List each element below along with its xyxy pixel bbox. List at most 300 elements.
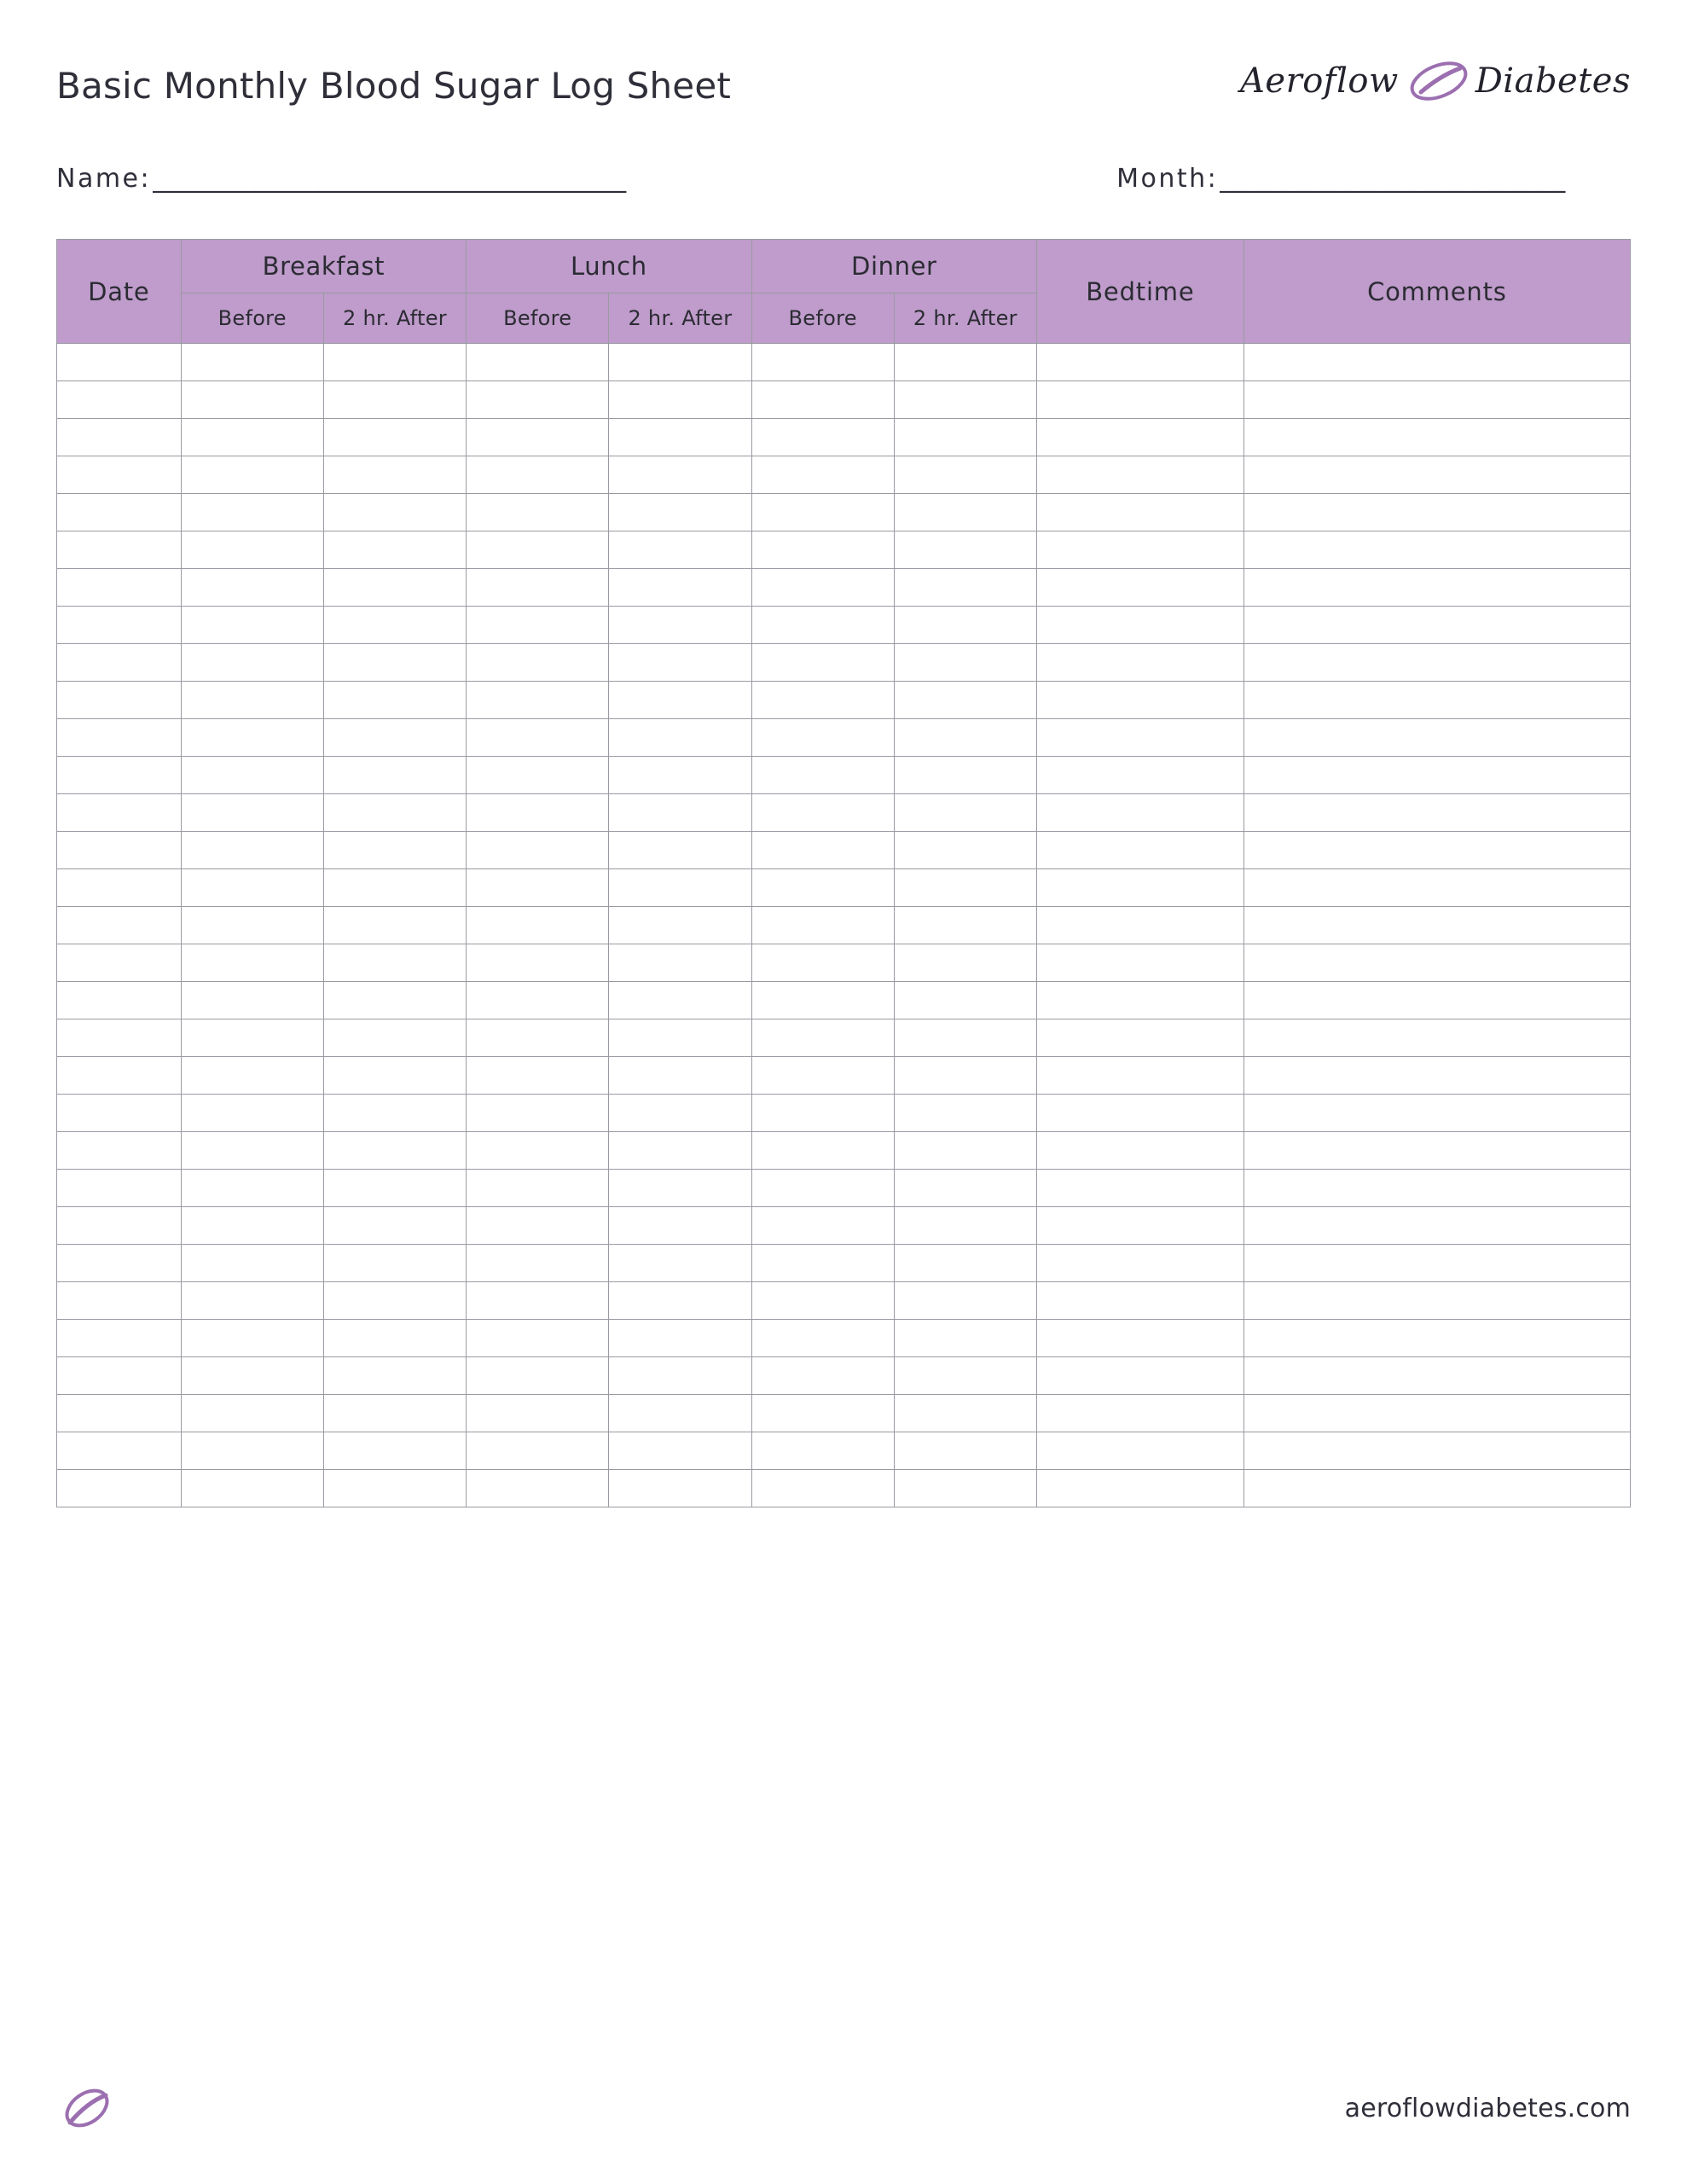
cell-dinner-before[interactable] — [751, 569, 894, 607]
cell-dinner-after[interactable] — [894, 569, 1036, 607]
cell-bedtime[interactable] — [1037, 869, 1244, 907]
table-row — [57, 832, 1631, 869]
cell-bedtime[interactable] — [1037, 719, 1244, 757]
cell-comments[interactable] — [1244, 869, 1630, 907]
cell-comments[interactable] — [1244, 682, 1630, 719]
cell-lunch-before[interactable] — [467, 531, 609, 569]
cell-comments[interactable] — [1244, 1357, 1630, 1395]
cell-comments[interactable] — [1244, 1282, 1630, 1320]
cell-comments[interactable] — [1244, 719, 1630, 757]
cell-bedtime[interactable] — [1037, 1320, 1244, 1357]
cell-dinner-before[interactable] — [751, 794, 894, 832]
cell-bedtime[interactable] — [1037, 381, 1244, 419]
table-row — [57, 644, 1631, 682]
cell-lunch-before[interactable] — [467, 569, 609, 607]
cell-breakfast-before[interactable] — [181, 1357, 323, 1395]
subheader-lunch-after: 2 hr. After — [609, 293, 751, 344]
cell-breakfast-before[interactable] — [181, 494, 323, 531]
cell-comments[interactable] — [1244, 1207, 1630, 1245]
cell-breakfast-after[interactable] — [323, 982, 466, 1019]
cell-comments[interactable] — [1244, 419, 1630, 456]
cell-lunch-after[interactable] — [609, 944, 751, 982]
cell-bedtime[interactable] — [1037, 1170, 1244, 1207]
cell-breakfast-before[interactable] — [181, 1432, 323, 1470]
cell-bedtime[interactable] — [1037, 1357, 1244, 1395]
cell-breakfast-after[interactable] — [323, 456, 466, 494]
cell-bedtime[interactable] — [1037, 494, 1244, 531]
cell-breakfast-after[interactable] — [323, 1320, 466, 1357]
subheader-lunch-before: Before — [467, 293, 609, 344]
cell-dinner-after[interactable] — [894, 344, 1036, 381]
cell-breakfast-before[interactable] — [181, 419, 323, 456]
cell-comments[interactable] — [1244, 569, 1630, 607]
cell-lunch-after[interactable] — [609, 1170, 751, 1207]
cell-lunch-before[interactable] — [467, 456, 609, 494]
cell-comments[interactable] — [1244, 344, 1630, 381]
cell-lunch-after[interactable] — [609, 907, 751, 944]
cell-date[interactable] — [57, 757, 182, 794]
cell-bedtime[interactable] — [1037, 944, 1244, 982]
cell-dinner-before[interactable] — [751, 1057, 894, 1095]
cell-breakfast-before[interactable] — [181, 644, 323, 682]
cell-bedtime[interactable] — [1037, 1395, 1244, 1432]
cell-bedtime[interactable] — [1037, 419, 1244, 456]
cell-dinner-after[interactable] — [894, 1095, 1036, 1132]
cell-bedtime[interactable] — [1037, 644, 1244, 682]
cell-bedtime[interactable] — [1037, 1282, 1244, 1320]
cell-lunch-after[interactable] — [609, 682, 751, 719]
cell-lunch-before[interactable] — [467, 1432, 609, 1470]
cell-date[interactable] — [57, 1395, 182, 1432]
cell-date[interactable] — [57, 1057, 182, 1095]
cell-breakfast-after[interactable] — [323, 682, 466, 719]
table-row — [57, 344, 1631, 381]
cell-breakfast-after[interactable] — [323, 1170, 466, 1207]
cell-date[interactable] — [57, 1357, 182, 1395]
cell-breakfast-after[interactable] — [323, 344, 466, 381]
cell-lunch-after[interactable] — [609, 832, 751, 869]
cell-date[interactable] — [57, 1282, 182, 1320]
cell-lunch-before[interactable] — [467, 1095, 609, 1132]
cell-breakfast-before[interactable] — [181, 832, 323, 869]
cell-breakfast-before[interactable] — [181, 456, 323, 494]
cell-date[interactable] — [57, 1095, 182, 1132]
cell-comments[interactable] — [1244, 607, 1630, 644]
cell-lunch-before[interactable] — [467, 682, 609, 719]
cell-breakfast-before[interactable] — [181, 1132, 323, 1170]
cell-dinner-after[interactable] — [894, 757, 1036, 794]
cell-breakfast-after[interactable] — [323, 794, 466, 832]
cell-lunch-after[interactable] — [609, 607, 751, 644]
table-row — [57, 456, 1631, 494]
cell-dinner-before[interactable] — [751, 1282, 894, 1320]
cell-breakfast-after[interactable] — [323, 607, 466, 644]
cell-dinner-before[interactable] — [751, 1245, 894, 1282]
cell-date[interactable] — [57, 1245, 182, 1282]
cell-dinner-before[interactable] — [751, 1207, 894, 1245]
cell-dinner-before[interactable] — [751, 1132, 894, 1170]
cell-date[interactable] — [57, 944, 182, 982]
cell-breakfast-after[interactable] — [323, 381, 466, 419]
cell-lunch-before[interactable] — [467, 869, 609, 907]
cell-breakfast-before[interactable] — [181, 869, 323, 907]
table-row — [57, 1395, 1631, 1432]
cell-dinner-after[interactable] — [894, 1170, 1036, 1207]
cell-date[interactable] — [57, 1019, 182, 1057]
cell-breakfast-before[interactable] — [181, 682, 323, 719]
cell-dinner-after[interactable] — [894, 682, 1036, 719]
column-header-breakfast: Breakfast — [181, 240, 466, 293]
month-input-line[interactable]: ___________________________ — [1220, 164, 1566, 194]
cell-lunch-after[interactable] — [609, 1357, 751, 1395]
cell-lunch-after[interactable] — [609, 982, 751, 1019]
cell-bedtime[interactable] — [1037, 832, 1244, 869]
cell-bedtime[interactable] — [1037, 1095, 1244, 1132]
cell-dinner-after[interactable] — [894, 907, 1036, 944]
cell-date[interactable] — [57, 494, 182, 531]
cell-lunch-after[interactable] — [609, 1470, 751, 1507]
cell-dinner-before[interactable] — [751, 719, 894, 757]
cell-bedtime[interactable] — [1037, 531, 1244, 569]
cell-breakfast-before[interactable] — [181, 1320, 323, 1357]
cell-date[interactable] — [57, 794, 182, 832]
cell-dinner-after[interactable] — [894, 794, 1036, 832]
cell-breakfast-before[interactable] — [181, 607, 323, 644]
cell-breakfast-before[interactable] — [181, 1057, 323, 1095]
cell-breakfast-before[interactable] — [181, 531, 323, 569]
cell-date[interactable] — [57, 1470, 182, 1507]
cell-comments[interactable] — [1244, 381, 1630, 419]
cell-bedtime[interactable] — [1037, 607, 1244, 644]
cell-lunch-after[interactable] — [609, 1282, 751, 1320]
cell-breakfast-after[interactable] — [323, 531, 466, 569]
cell-dinner-before[interactable] — [751, 644, 894, 682]
cell-lunch-before[interactable] — [467, 1132, 609, 1170]
cell-dinner-before[interactable] — [751, 344, 894, 381]
cell-dinner-before[interactable] — [751, 607, 894, 644]
cell-lunch-after[interactable] — [609, 719, 751, 757]
cell-dinner-before[interactable] — [751, 1170, 894, 1207]
cell-lunch-before[interactable] — [467, 794, 609, 832]
cell-breakfast-before[interactable] — [181, 907, 323, 944]
cell-lunch-after[interactable] — [609, 531, 751, 569]
cell-lunch-before[interactable] — [467, 1170, 609, 1207]
cell-date[interactable] — [57, 1432, 182, 1470]
cell-bedtime[interactable] — [1037, 1207, 1244, 1245]
cell-dinner-before[interactable] — [751, 907, 894, 944]
cell-comments[interactable] — [1244, 1132, 1630, 1170]
cell-lunch-before[interactable] — [467, 494, 609, 531]
cell-lunch-before[interactable] — [467, 344, 609, 381]
cell-lunch-before[interactable] — [467, 419, 609, 456]
column-header-comments: Comments — [1244, 240, 1630, 344]
cell-date[interactable] — [57, 381, 182, 419]
cell-bedtime[interactable] — [1037, 344, 1244, 381]
cell-comments[interactable] — [1244, 757, 1630, 794]
cell-breakfast-before[interactable] — [181, 944, 323, 982]
month-field[interactable] — [1116, 164, 1595, 194]
blood-sugar-log-table — [56, 239, 1631, 1507]
cell-breakfast-before[interactable] — [181, 1282, 323, 1320]
cell-comments[interactable] — [1244, 982, 1630, 1019]
cell-breakfast-after[interactable] — [323, 944, 466, 982]
cell-breakfast-after[interactable] — [323, 1432, 466, 1470]
cell-breakfast-after[interactable] — [323, 832, 466, 869]
cell-bedtime[interactable] — [1037, 456, 1244, 494]
cell-date[interactable] — [57, 682, 182, 719]
cell-lunch-before[interactable] — [467, 982, 609, 1019]
cell-breakfast-after[interactable] — [323, 419, 466, 456]
cell-date[interactable] — [57, 719, 182, 757]
cell-comments[interactable] — [1244, 832, 1630, 869]
cell-date[interactable] — [57, 607, 182, 644]
cell-breakfast-before[interactable] — [181, 1207, 323, 1245]
cell-dinner-before[interactable] — [751, 1019, 894, 1057]
cell-lunch-after[interactable] — [609, 757, 751, 794]
table-row — [57, 1170, 1631, 1207]
cell-breakfast-before[interactable] — [181, 1245, 323, 1282]
cell-lunch-after[interactable] — [609, 1207, 751, 1245]
cell-breakfast-before[interactable] — [181, 1395, 323, 1432]
cell-breakfast-before[interactable] — [181, 719, 323, 757]
table-row — [57, 1470, 1631, 1507]
cell-lunch-before[interactable] — [467, 1282, 609, 1320]
cell-lunch-before[interactable] — [467, 381, 609, 419]
cell-dinner-before[interactable] — [751, 381, 894, 419]
subheader-breakfast-after: 2 hr. After — [323, 293, 466, 344]
cell-bedtime[interactable] — [1037, 1432, 1244, 1470]
cell-comments[interactable] — [1244, 1395, 1630, 1432]
cell-dinner-after[interactable] — [894, 644, 1036, 682]
cell-date[interactable] — [57, 531, 182, 569]
cell-comments[interactable] — [1244, 1019, 1630, 1057]
cell-lunch-before[interactable] — [467, 944, 609, 982]
cell-comments[interactable] — [1244, 944, 1630, 982]
cell-comments[interactable] — [1244, 531, 1630, 569]
cell-bedtime[interactable] — [1037, 1057, 1244, 1095]
cell-breakfast-before[interactable] — [181, 344, 323, 381]
cell-comments[interactable] — [1244, 794, 1630, 832]
cell-lunch-after[interactable] — [609, 1019, 751, 1057]
cell-lunch-after[interactable] — [609, 1132, 751, 1170]
cell-dinner-after[interactable] — [894, 494, 1036, 531]
cell-breakfast-after[interactable] — [323, 1470, 466, 1507]
column-header-lunch: Lunch — [467, 240, 751, 293]
table-row — [57, 1207, 1631, 1245]
cell-date[interactable] — [57, 1320, 182, 1357]
cell-dinner-after[interactable] — [894, 456, 1036, 494]
cell-breakfast-before[interactable] — [181, 757, 323, 794]
cell-dinner-before[interactable] — [751, 944, 894, 982]
cell-lunch-after[interactable] — [609, 456, 751, 494]
cell-bedtime[interactable] — [1037, 1470, 1244, 1507]
name-field[interactable] — [56, 164, 699, 194]
cell-date[interactable] — [57, 419, 182, 456]
cell-breakfast-before[interactable] — [181, 1095, 323, 1132]
cell-dinner-before[interactable] — [751, 419, 894, 456]
cell-dinner-before[interactable] — [751, 1095, 894, 1132]
cell-bedtime[interactable] — [1037, 682, 1244, 719]
cell-date[interactable] — [57, 869, 182, 907]
cell-dinner-before[interactable] — [751, 1395, 894, 1432]
cell-bedtime[interactable] — [1037, 907, 1244, 944]
cell-dinner-before[interactable] — [751, 682, 894, 719]
cell-breakfast-after[interactable] — [323, 1132, 466, 1170]
cell-lunch-after[interactable] — [609, 419, 751, 456]
cell-lunch-before[interactable] — [467, 644, 609, 682]
cell-dinner-after[interactable] — [894, 1282, 1036, 1320]
cell-date[interactable] — [57, 456, 182, 494]
cell-lunch-before[interactable] — [467, 1245, 609, 1282]
cell-dinner-after[interactable] — [894, 719, 1036, 757]
cell-date[interactable] — [57, 569, 182, 607]
cell-breakfast-after[interactable] — [323, 644, 466, 682]
cell-dinner-after[interactable] — [894, 1320, 1036, 1357]
cell-breakfast-after[interactable] — [323, 494, 466, 531]
cell-breakfast-before[interactable] — [181, 1170, 323, 1207]
cell-breakfast-after[interactable] — [323, 869, 466, 907]
cell-breakfast-after[interactable] — [323, 569, 466, 607]
cell-lunch-after[interactable] — [609, 1057, 751, 1095]
cell-dinner-after[interactable] — [894, 869, 1036, 907]
cell-breakfast-after[interactable] — [323, 1019, 466, 1057]
cell-comments[interactable] — [1244, 1170, 1630, 1207]
cell-date[interactable] — [57, 1207, 182, 1245]
cell-dinner-before[interactable] — [751, 456, 894, 494]
cell-date[interactable] — [57, 1132, 182, 1170]
cell-dinner-after[interactable] — [894, 1395, 1036, 1432]
brand-logo — [1240, 58, 1631, 104]
cell-breakfast-before[interactable] — [181, 569, 323, 607]
cell-breakfast-before[interactable] — [181, 381, 323, 419]
cell-bedtime[interactable] — [1037, 569, 1244, 607]
cell-lunch-after[interactable] — [609, 569, 751, 607]
cell-bedtime[interactable] — [1037, 794, 1244, 832]
cell-comments[interactable] — [1244, 494, 1630, 531]
cell-dinner-after[interactable] — [894, 944, 1036, 982]
cell-lunch-after[interactable] — [609, 869, 751, 907]
cell-comments[interactable] — [1244, 456, 1630, 494]
cell-dinner-before[interactable] — [751, 1357, 894, 1395]
cell-breakfast-after[interactable] — [323, 1282, 466, 1320]
cell-breakfast-before[interactable] — [181, 1019, 323, 1057]
cell-breakfast-after[interactable] — [323, 757, 466, 794]
cell-dinner-before[interactable] — [751, 982, 894, 1019]
cell-breakfast-after[interactable] — [323, 1395, 466, 1432]
cell-bedtime[interactable] — [1037, 982, 1244, 1019]
cell-dinner-before[interactable] — [751, 494, 894, 531]
cell-dinner-before[interactable] — [751, 757, 894, 794]
cell-breakfast-before[interactable] — [181, 982, 323, 1019]
cell-lunch-before[interactable] — [467, 1395, 609, 1432]
cell-lunch-after[interactable] — [609, 794, 751, 832]
cell-breakfast-before[interactable] — [181, 1470, 323, 1507]
cell-lunch-before[interactable] — [467, 719, 609, 757]
cell-breakfast-after[interactable] — [323, 1095, 466, 1132]
cell-comments[interactable] — [1244, 907, 1630, 944]
cell-dinner-after[interactable] — [894, 1207, 1036, 1245]
cell-dinner-after[interactable] — [894, 1357, 1036, 1395]
cell-dinner-after[interactable] — [894, 1470, 1036, 1507]
cell-lunch-before[interactable] — [467, 757, 609, 794]
cell-lunch-before[interactable] — [467, 907, 609, 944]
cell-breakfast-after[interactable] — [323, 1245, 466, 1282]
cell-dinner-before[interactable] — [751, 869, 894, 907]
cell-lunch-after[interactable] — [609, 1095, 751, 1132]
cell-breakfast-after[interactable] — [323, 719, 466, 757]
cell-comments[interactable] — [1244, 1470, 1630, 1507]
cell-lunch-before[interactable] — [467, 1207, 609, 1245]
cell-lunch-before[interactable] — [467, 1019, 609, 1057]
cell-bedtime[interactable] — [1037, 1245, 1244, 1282]
cell-date[interactable] — [57, 982, 182, 1019]
cell-comments[interactable] — [1244, 1320, 1630, 1357]
cell-lunch-before[interactable] — [467, 1057, 609, 1095]
cell-lunch-after[interactable] — [609, 344, 751, 381]
cell-bedtime[interactable] — [1037, 1132, 1244, 1170]
cell-lunch-after[interactable] — [609, 494, 751, 531]
cell-lunch-before[interactable] — [467, 607, 609, 644]
cell-dinner-after[interactable] — [894, 1432, 1036, 1470]
cell-comments[interactable] — [1244, 644, 1630, 682]
cell-dinner-before[interactable] — [751, 1320, 894, 1357]
cell-lunch-after[interactable] — [609, 644, 751, 682]
cell-date[interactable] — [57, 832, 182, 869]
cell-lunch-before[interactable] — [467, 1470, 609, 1507]
cell-dinner-before[interactable] — [751, 1432, 894, 1470]
cell-breakfast-after[interactable] — [323, 1057, 466, 1095]
cell-lunch-before[interactable] — [467, 1357, 609, 1395]
cell-date[interactable] — [57, 1170, 182, 1207]
cell-comments[interactable] — [1244, 1245, 1630, 1282]
cell-dinner-after[interactable] — [894, 1019, 1036, 1057]
cell-breakfast-before[interactable] — [181, 794, 323, 832]
cell-dinner-after[interactable] — [894, 832, 1036, 869]
name-input-line[interactable]: _____________________________________ — [153, 164, 627, 194]
cell-lunch-before[interactable] — [467, 832, 609, 869]
cell-dinner-after[interactable] — [894, 607, 1036, 644]
cell-comments[interactable] — [1244, 1432, 1630, 1470]
cell-lunch-before[interactable] — [467, 1320, 609, 1357]
cell-dinner-after[interactable] — [894, 531, 1036, 569]
cell-lunch-after[interactable] — [609, 1320, 751, 1357]
cell-date[interactable] — [57, 644, 182, 682]
cell-dinner-after[interactable] — [894, 982, 1036, 1019]
cell-dinner-after[interactable] — [894, 1245, 1036, 1282]
cell-comments[interactable] — [1244, 1057, 1630, 1095]
cell-lunch-after[interactable] — [609, 1395, 751, 1432]
cell-dinner-after[interactable] — [894, 381, 1036, 419]
cell-lunch-after[interactable] — [609, 1245, 751, 1282]
cell-dinner-before[interactable] — [751, 832, 894, 869]
cell-date[interactable] — [57, 344, 182, 381]
cell-breakfast-after[interactable] — [323, 907, 466, 944]
cell-date[interactable] — [57, 907, 182, 944]
cell-comments[interactable] — [1244, 1095, 1630, 1132]
cell-lunch-after[interactable] — [609, 381, 751, 419]
cell-dinner-after[interactable] — [894, 1132, 1036, 1170]
cell-bedtime[interactable] — [1037, 1019, 1244, 1057]
website-url[interactable]: aeroflowdiabetes.com — [1344, 2093, 1631, 2123]
cell-breakfast-after[interactable] — [323, 1207, 466, 1245]
cell-dinner-before[interactable] — [751, 1470, 894, 1507]
cell-bedtime[interactable] — [1037, 757, 1244, 794]
cell-lunch-after[interactable] — [609, 1432, 751, 1470]
cell-dinner-after[interactable] — [894, 1057, 1036, 1095]
cell-breakfast-after[interactable] — [323, 1357, 466, 1395]
cell-dinner-after[interactable] — [894, 419, 1036, 456]
cell-dinner-before[interactable] — [751, 531, 894, 569]
